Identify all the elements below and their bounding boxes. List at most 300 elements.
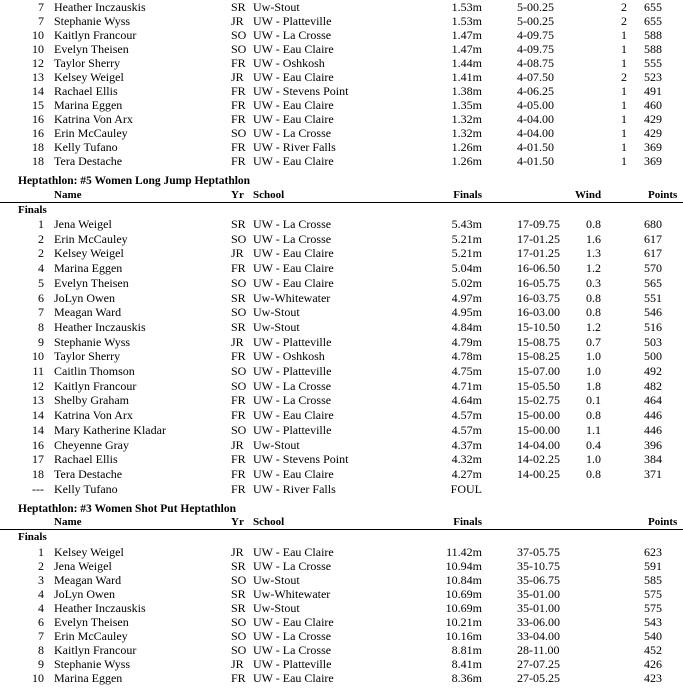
cell-points: 655 bbox=[644, 0, 662, 14]
cell-year: SO bbox=[231, 629, 247, 643]
cell-place: 3 bbox=[38, 573, 44, 587]
cell-school: UW - Platteville bbox=[253, 422, 332, 437]
cell-name: Meagan Ward bbox=[54, 573, 122, 587]
cell-place: 6 bbox=[38, 290, 44, 305]
cell-place: 14 bbox=[32, 422, 44, 437]
cell-heat: 1 bbox=[621, 112, 627, 126]
table-row bbox=[0, 320, 683, 334]
cell-heat: 1 bbox=[621, 140, 627, 154]
cell-name: Marina Eggen bbox=[54, 261, 123, 276]
cell-school: Uw-Stout bbox=[253, 0, 300, 14]
cell-points: 384 bbox=[644, 452, 662, 467]
cell-points: 452 bbox=[644, 643, 662, 657]
cell-points: 426 bbox=[644, 657, 662, 671]
cell-points: 516 bbox=[644, 319, 662, 334]
cell-year: FR bbox=[231, 408, 246, 423]
cell-name: Evelyn Theisen bbox=[54, 615, 129, 629]
cell-place: 15 bbox=[32, 98, 44, 112]
cell-conversion: 17-09.75 bbox=[517, 217, 560, 231]
cell-wind: 1.2 bbox=[586, 319, 601, 334]
cell-finals: 4.57m bbox=[451, 422, 482, 437]
table-row bbox=[0, 154, 683, 168]
header-points: Points bbox=[648, 189, 678, 201]
cell-finals: 1.38m bbox=[451, 84, 482, 98]
cell-finals: 8.81m bbox=[451, 643, 482, 657]
cell-points: 546 bbox=[644, 305, 662, 320]
cell-points: 446 bbox=[644, 422, 662, 437]
table-row bbox=[0, 246, 683, 260]
cell-finals: 10.16m bbox=[445, 629, 482, 643]
table-row bbox=[0, 14, 683, 28]
table-row bbox=[0, 643, 683, 657]
cell-conversion: 35-01.00 bbox=[517, 601, 560, 615]
cell-name: Heather Inczauskis bbox=[54, 0, 146, 14]
cell-place: 14 bbox=[32, 408, 44, 423]
cell-points: 588 bbox=[644, 42, 662, 56]
cell-place: 11 bbox=[32, 364, 44, 378]
cell-place: 16 bbox=[32, 437, 44, 452]
cell-name: JoLyn Owen bbox=[54, 587, 115, 601]
cell-school: UW - Eau Claire bbox=[253, 408, 334, 423]
cell-finals: 1.47m bbox=[451, 28, 482, 42]
cell-place: 16 bbox=[32, 112, 44, 126]
cell-points: 540 bbox=[644, 629, 662, 643]
cell-year: SO bbox=[231, 364, 247, 378]
header-school: School bbox=[253, 516, 285, 528]
table-row bbox=[0, 657, 683, 671]
cell-name: Mary Katherine Kladar bbox=[54, 422, 166, 437]
cell-year: FR bbox=[231, 466, 246, 481]
cell-year: JR bbox=[231, 334, 244, 349]
cell-school: Uw-Stout bbox=[253, 601, 300, 615]
cell-finals: 1.35m bbox=[451, 98, 482, 112]
cell-conversion: 4-01.50 bbox=[517, 154, 554, 168]
cell-name: Taylor Sherry bbox=[54, 56, 121, 70]
cell-year: JR bbox=[231, 545, 244, 559]
cell-wind: 1.3 bbox=[586, 246, 601, 261]
cell-wind: 1.1 bbox=[586, 422, 601, 437]
cell-school: Uw-Stout bbox=[253, 305, 300, 320]
cell-school: UW - La Crosse bbox=[253, 28, 332, 42]
cell-points: 429 bbox=[644, 126, 662, 140]
cell-school: UW - La Crosse bbox=[253, 629, 332, 643]
table-row bbox=[0, 587, 683, 601]
cell-wind: 1.2 bbox=[586, 261, 601, 276]
cell-year: FR bbox=[231, 56, 246, 70]
cell-conversion: 17-01.25 bbox=[517, 231, 560, 246]
cell-conversion: 35-06.75 bbox=[517, 573, 560, 587]
cell-school: UW - La Crosse bbox=[253, 393, 332, 408]
cell-name: Erin McCauley bbox=[54, 629, 128, 643]
cell-points: 464 bbox=[644, 393, 662, 408]
cell-year: FR bbox=[231, 154, 246, 168]
cell-finals: 4.57m bbox=[451, 408, 482, 423]
cell-name: Katrina Von Arx bbox=[54, 112, 133, 126]
cell-school: UW - Eau Claire bbox=[253, 671, 334, 685]
cell-finals: 10.84m bbox=[445, 573, 482, 587]
table-row bbox=[0, 629, 683, 643]
cell-school: UW - Eau Claire bbox=[253, 275, 334, 290]
cell-conversion: 14-00.25 bbox=[517, 466, 560, 481]
cell-heat: 1 bbox=[621, 28, 627, 42]
cell-name: Stephanie Wyss bbox=[54, 334, 131, 349]
table-row bbox=[0, 408, 683, 422]
cell-conversion: 4-04.00 bbox=[517, 112, 554, 126]
cell-points: 523 bbox=[644, 70, 662, 84]
cell-place: 8 bbox=[38, 643, 44, 657]
table-row bbox=[0, 379, 683, 393]
cell-place: 9 bbox=[38, 657, 44, 671]
cell-year: SO bbox=[231, 422, 247, 437]
cell-conversion: 15-05.50 bbox=[517, 378, 560, 393]
cell-name: JoLyn Owen bbox=[54, 290, 115, 305]
cell-place: 12 bbox=[32, 56, 44, 70]
cell-place: 18 bbox=[32, 140, 44, 154]
long-jump-section-title: Heptathlon: #5 Women Long Jump Heptathlon bbox=[18, 175, 251, 187]
cell-place: 5 bbox=[38, 275, 44, 290]
cell-school: UW - Eau Claire bbox=[253, 261, 334, 276]
cell-place: 18 bbox=[32, 154, 44, 168]
table-row bbox=[0, 349, 683, 363]
cell-name: Evelyn Theisen bbox=[54, 42, 129, 56]
cell-name: Evelyn Theisen bbox=[54, 275, 129, 290]
cell-finals: 8.36m bbox=[451, 671, 482, 685]
table-row bbox=[0, 217, 683, 231]
cell-wind: 0.8 bbox=[586, 217, 601, 231]
cell-points: 617 bbox=[644, 231, 662, 246]
cell-finals: 1.32m bbox=[451, 126, 482, 140]
table-row bbox=[0, 671, 683, 685]
cell-school: Uw-Stout bbox=[253, 573, 300, 587]
cell-year: SR bbox=[231, 217, 246, 231]
cell-year: SO bbox=[231, 573, 247, 587]
cell-school: Uw-Stout bbox=[253, 437, 300, 452]
cell-points: 617 bbox=[644, 246, 662, 261]
cell-heat: 1 bbox=[621, 56, 627, 70]
cell-conversion: 16-06.50 bbox=[517, 261, 560, 276]
cell-finals: 1.41m bbox=[451, 70, 482, 84]
cell-name: Marina Eggen bbox=[54, 98, 123, 112]
table-row bbox=[0, 56, 683, 70]
cell-school: UW - Eau Claire bbox=[253, 466, 334, 481]
cell-conversion: 33-06.00 bbox=[517, 615, 560, 629]
cell-school: UW - Stevens Point bbox=[253, 84, 349, 98]
cell-finals: 1.26m bbox=[451, 140, 482, 154]
cell-points: 371 bbox=[644, 466, 662, 481]
cell-wind: 0.7 bbox=[586, 334, 601, 349]
cell-name: Rachael Ellis bbox=[54, 452, 118, 467]
table-row bbox=[0, 261, 683, 275]
cell-name: Katrina Von Arx bbox=[54, 408, 133, 423]
cell-year: JR bbox=[231, 246, 244, 261]
cell-conversion: 15-08.25 bbox=[517, 349, 560, 364]
cell-year: FR bbox=[231, 481, 246, 496]
cell-points: 591 bbox=[644, 559, 662, 573]
table-row bbox=[0, 70, 683, 84]
shot-put-finals-label: Finals bbox=[18, 531, 47, 543]
cell-points: 369 bbox=[644, 140, 662, 154]
cell-conversion: 33-04.00 bbox=[517, 629, 560, 643]
cell-finals: 1.53m bbox=[451, 0, 482, 14]
cell-finals: 10.69m bbox=[445, 601, 482, 615]
cell-place: 10 bbox=[32, 671, 44, 685]
table-row bbox=[0, 423, 683, 437]
cell-school: UW - Eau Claire bbox=[253, 70, 334, 84]
cell-name: Tera Destache bbox=[54, 154, 123, 168]
cell-year: FR bbox=[231, 140, 246, 154]
cell-year: FR bbox=[231, 349, 246, 364]
table-row bbox=[0, 42, 683, 56]
cell-heat: 1 bbox=[621, 42, 627, 56]
cell-name: Kelsey Weigel bbox=[54, 70, 124, 84]
cell-year: JR bbox=[231, 70, 244, 84]
cell-school: UW - Eau Claire bbox=[253, 545, 334, 559]
cell-name: Jena Weigel bbox=[54, 217, 112, 231]
cell-place: --- bbox=[32, 481, 44, 496]
cell-place: 7 bbox=[38, 14, 44, 28]
cell-finals: 10.94m bbox=[445, 559, 482, 573]
cell-conversion: 14-04.00 bbox=[517, 437, 560, 452]
cell-school: UW - River Falls bbox=[253, 481, 336, 496]
cell-name: Erin McCauley bbox=[54, 231, 128, 246]
table-row bbox=[0, 364, 683, 378]
cell-conversion: 14-02.25 bbox=[517, 452, 560, 467]
table-row bbox=[0, 232, 683, 246]
table-row bbox=[0, 0, 683, 14]
table-row bbox=[0, 438, 683, 452]
cell-finals: 4.37m bbox=[451, 437, 482, 452]
cell-school: UW - La Crosse bbox=[253, 378, 332, 393]
cell-year: FR bbox=[231, 84, 246, 98]
cell-finals: 4.79m bbox=[451, 334, 482, 349]
cell-conversion: 37-05.75 bbox=[517, 545, 560, 559]
table-row bbox=[0, 467, 683, 481]
cell-conversion: 16-05.75 bbox=[517, 275, 560, 290]
cell-name: Heather Inczauskis bbox=[54, 319, 146, 334]
cell-finals: 1.32m bbox=[451, 112, 482, 126]
cell-wind: 1.6 bbox=[586, 231, 601, 246]
cell-place: 4 bbox=[38, 587, 44, 601]
cell-name: Kelly Tufano bbox=[54, 140, 118, 154]
cell-conversion: 15-07.00 bbox=[517, 364, 560, 378]
cell-name: Kelsey Weigel bbox=[54, 545, 124, 559]
cell-name: Jena Weigel bbox=[54, 559, 112, 573]
cell-wind: 1.0 bbox=[586, 452, 601, 467]
cell-place: 12 bbox=[32, 378, 44, 393]
cell-name: Cheyenne Gray bbox=[54, 437, 129, 452]
cell-school: UW - Stevens Point bbox=[253, 452, 349, 467]
cell-heat: 2 bbox=[621, 14, 627, 28]
cell-name: Erin McCauley bbox=[54, 126, 128, 140]
cell-heat: 1 bbox=[621, 126, 627, 140]
cell-finals: 4.78m bbox=[451, 349, 482, 364]
cell-conversion: 15-00.00 bbox=[517, 422, 560, 437]
table-row bbox=[0, 482, 683, 496]
cell-wind: 1.0 bbox=[586, 364, 601, 378]
cell-school: UW - La Crosse bbox=[253, 559, 332, 573]
header-name: Name bbox=[54, 516, 82, 528]
cell-conversion: 4-04.00 bbox=[517, 126, 554, 140]
cell-year: FR bbox=[231, 452, 246, 467]
cell-conversion: 17-01.25 bbox=[517, 246, 560, 261]
cell-heat: 1 bbox=[621, 154, 627, 168]
cell-points: 446 bbox=[644, 408, 662, 423]
shot-put-section-title: Heptathlon: #3 Women Shot Put Heptathlon bbox=[18, 503, 236, 515]
cell-finals: 5.04m bbox=[451, 261, 482, 276]
cell-year: SR bbox=[231, 319, 246, 334]
cell-name: Stephanie Wyss bbox=[54, 14, 131, 28]
cell-school: UW - Eau Claire bbox=[253, 246, 334, 261]
cell-place: 9 bbox=[38, 334, 44, 349]
cell-conversion: 4-09.75 bbox=[517, 28, 554, 42]
cell-school: UW - Eau Claire bbox=[253, 615, 334, 629]
cell-school: UW - River Falls bbox=[253, 140, 336, 154]
cell-points: 460 bbox=[644, 98, 662, 112]
cell-conversion: 15-10.50 bbox=[517, 319, 560, 334]
cell-place: 7 bbox=[38, 629, 44, 643]
table-row bbox=[0, 393, 683, 407]
cell-conversion: 27-07.25 bbox=[517, 657, 560, 671]
cell-place: 13 bbox=[32, 393, 44, 408]
cell-place: 7 bbox=[38, 0, 44, 14]
cell-place: 4 bbox=[38, 601, 44, 615]
cell-wind: 0.8 bbox=[586, 290, 601, 305]
cell-points: 423 bbox=[644, 671, 662, 685]
long-jump-finals-label: Finals bbox=[18, 204, 47, 216]
cell-place: 13 bbox=[32, 70, 44, 84]
cell-conversion: 5-00.25 bbox=[517, 0, 554, 14]
cell-conversion: 28-11.00 bbox=[517, 643, 560, 657]
cell-wind: 0.4 bbox=[586, 437, 601, 452]
cell-points: 570 bbox=[644, 261, 662, 276]
cell-year: SR bbox=[231, 601, 246, 615]
cell-finals: 1.26m bbox=[451, 154, 482, 168]
cell-name: Marina Eggen bbox=[54, 671, 123, 685]
table-row bbox=[0, 112, 683, 126]
cell-year: FR bbox=[231, 671, 246, 685]
cell-place: 14 bbox=[32, 84, 44, 98]
cell-school: Uw-Stout bbox=[253, 319, 300, 334]
cell-points: 588 bbox=[644, 28, 662, 42]
cell-finals: 1.47m bbox=[451, 42, 482, 56]
cell-place: 10 bbox=[32, 42, 44, 56]
cell-points: 585 bbox=[644, 573, 662, 587]
cell-year: SO bbox=[231, 643, 247, 657]
table-row bbox=[0, 291, 683, 305]
table-row bbox=[0, 276, 683, 290]
cell-finals: FOUL bbox=[450, 481, 482, 496]
cell-year: SO bbox=[231, 126, 247, 140]
cell-year: FR bbox=[231, 261, 246, 276]
cell-conversion: 16-03.00 bbox=[517, 305, 560, 320]
cell-conversion: 35-10.75 bbox=[517, 559, 560, 573]
cell-wind: 0.8 bbox=[586, 408, 601, 423]
cell-finals: 4.64m bbox=[451, 393, 482, 408]
cell-points: 543 bbox=[644, 615, 662, 629]
table-row bbox=[0, 601, 683, 615]
cell-wind: 0.3 bbox=[586, 275, 601, 290]
cell-finals: 4.32m bbox=[451, 452, 482, 467]
cell-points: 396 bbox=[644, 437, 662, 452]
cell-school: UW - La Crosse bbox=[253, 231, 332, 246]
cell-name: Tera Destache bbox=[54, 466, 123, 481]
cell-place: 7 bbox=[38, 305, 44, 320]
cell-year: FR bbox=[231, 98, 246, 112]
cell-place: 4 bbox=[38, 261, 44, 276]
cell-conversion: 27-05.25 bbox=[517, 671, 560, 685]
cell-finals: 8.41m bbox=[451, 657, 482, 671]
cell-conversion: 15-02.75 bbox=[517, 393, 560, 408]
cell-year: SO bbox=[231, 28, 247, 42]
header-wind: Wind bbox=[575, 189, 602, 201]
cell-points: 492 bbox=[644, 364, 662, 378]
cell-finals: 4.84m bbox=[451, 319, 482, 334]
cell-wind: 0.8 bbox=[586, 466, 601, 481]
cell-year: JR bbox=[231, 14, 244, 28]
cell-finals: 10.69m bbox=[445, 587, 482, 601]
cell-school: UW - La Crosse bbox=[253, 643, 332, 657]
cell-place: 8 bbox=[38, 319, 44, 334]
header-school: School bbox=[253, 189, 285, 201]
header-yr: Yr bbox=[231, 516, 244, 528]
cell-year: SO bbox=[231, 615, 247, 629]
cell-finals: 5.21m bbox=[451, 246, 482, 261]
header-yr: Yr bbox=[231, 189, 244, 201]
cell-heat: 2 bbox=[621, 70, 627, 84]
cell-points: 575 bbox=[644, 601, 662, 615]
cell-school: UW - Platteville bbox=[253, 334, 332, 349]
cell-points: 369 bbox=[644, 154, 662, 168]
cell-finals: 5.43m bbox=[451, 217, 482, 231]
cell-conversion: 16-03.75 bbox=[517, 290, 560, 305]
cell-name: Kelsey Weigel bbox=[54, 246, 124, 261]
cell-heat: 1 bbox=[621, 84, 627, 98]
cell-points: 565 bbox=[644, 275, 662, 290]
header-finals: Finals bbox=[453, 189, 482, 201]
cell-school: UW - Eau Claire bbox=[253, 154, 334, 168]
cell-conversion: 4-01.50 bbox=[517, 140, 554, 154]
cell-finals: 4.27m bbox=[451, 466, 482, 481]
cell-year: SR bbox=[231, 559, 246, 573]
cell-conversion: 4-09.75 bbox=[517, 42, 554, 56]
cell-name: Kaitlyn Francour bbox=[54, 643, 137, 657]
cell-name: Caitlin Thomson bbox=[54, 364, 135, 378]
cell-finals: 4.71m bbox=[451, 378, 482, 393]
cell-finals: 1.44m bbox=[451, 56, 482, 70]
cell-conversion: 4-05.00 bbox=[517, 98, 554, 112]
cell-conversion: 4-06.25 bbox=[517, 84, 554, 98]
table-row bbox=[0, 28, 683, 42]
cell-school: UW - Platteville bbox=[253, 657, 332, 671]
cell-heat: 1 bbox=[621, 98, 627, 112]
cell-school: Uw-Whitewater bbox=[253, 290, 331, 305]
cell-finals: 4.75m bbox=[451, 364, 482, 378]
cell-finals: 4.95m bbox=[451, 305, 482, 320]
header-finals: Finals bbox=[453, 516, 482, 528]
cell-points: 491 bbox=[644, 84, 662, 98]
long-jump-column-headers bbox=[0, 189, 683, 203]
cell-place: 10 bbox=[32, 349, 44, 364]
cell-year: SO bbox=[231, 275, 247, 290]
cell-conversion: 15-00.00 bbox=[517, 408, 560, 423]
cell-school: UW - Platteville bbox=[253, 14, 332, 28]
cell-conversion: 4-07.50 bbox=[517, 70, 554, 84]
cell-conversion: 35-01.00 bbox=[517, 587, 560, 601]
table-row bbox=[0, 452, 683, 466]
cell-place: 2 bbox=[38, 231, 44, 246]
cell-name: Kaitlyn Francour bbox=[54, 378, 137, 393]
cell-place: 2 bbox=[38, 246, 44, 261]
